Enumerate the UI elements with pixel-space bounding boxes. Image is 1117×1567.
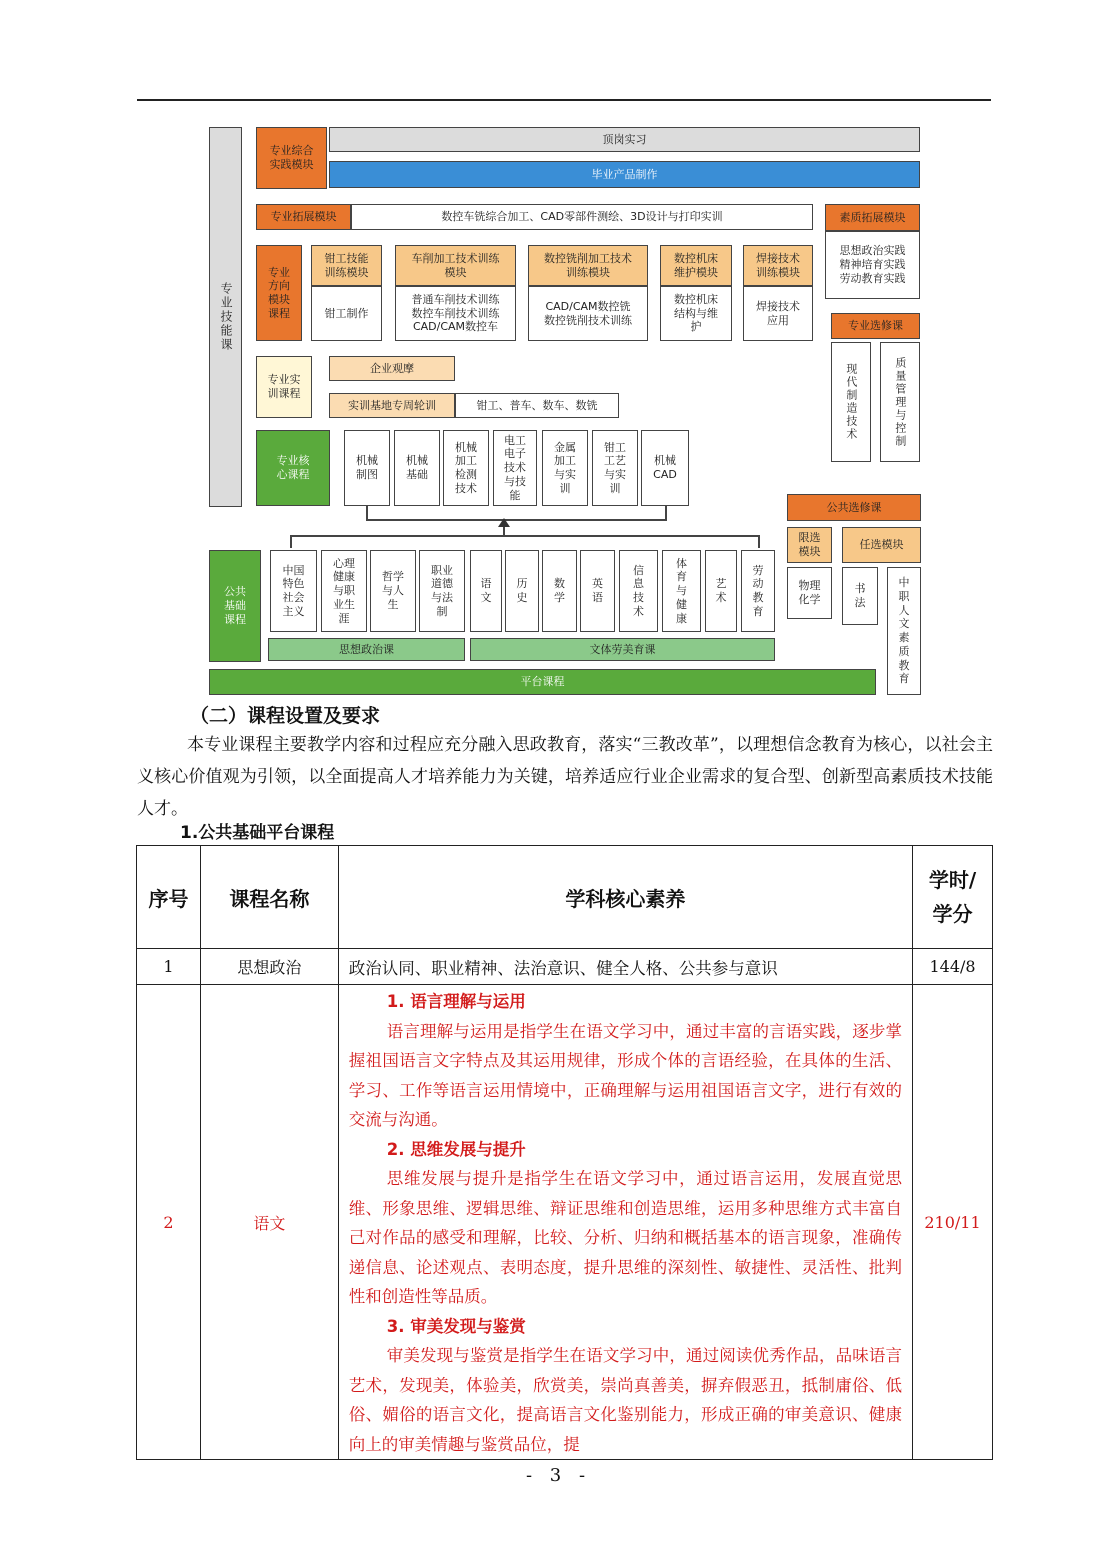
literacy-paragraph: 思维发展与提升是指学生在语文学习中，通过语言运用，发展直觉思维、形象思维、逻辑思维、辩证思维和创造思维，运用多种思维方式丰富自己对作品的感受和理解，比较、分析、归纳和概括基本的语言现象，准确传递信息、论述观点、表明态度，提升思维的深刻性、敏捷性、灵活性、批判性和创造性等品质。	[348, 1169, 903, 1306]
core-course-item: 机械 加工 检测 技术	[443, 430, 489, 506]
table-row	[137, 949, 993, 985]
header-rule	[137, 99, 991, 101]
core-course-item: 钳工 工艺 与实 训	[592, 430, 638, 506]
practice-module-label: 专业综合 实践模块	[256, 127, 327, 189]
table-header-row	[137, 846, 993, 949]
module-title: 车削加工技术训练 模块	[395, 245, 516, 286]
public-course-item: 信 息 技 术	[619, 550, 658, 632]
graduation-product-box: 毕业产品制作	[329, 161, 920, 188]
expand-module-label: 专业拓展模块	[256, 204, 351, 230]
connector-line	[366, 506, 368, 520]
connector-line	[290, 535, 292, 548]
literacy-heading: 3. 审美发现与鉴赏	[386, 1316, 526, 1336]
core-course-item: 金属 加工 与实 训	[542, 430, 588, 506]
course-literacy	[338, 985, 912, 1460]
public-course-item: 语 文	[470, 550, 502, 632]
limited-item: 物理 化学	[787, 567, 832, 619]
module-content: CAD/CAM数控铣 数控铣削技术训练	[528, 286, 648, 341]
public-course-item: 中国 特色 社会 主义	[270, 550, 317, 632]
intro-paragraph: 本专业课程主要教学内容和过程应充分融入思政教育，落实“三教改革”，以理想信念教育为核心，以社会主义核心价值观为引领，以全面提高人才培养能力为关键，培养适应行业企业需求的复合型、创新型高素质技术技能人才。	[137, 735, 993, 819]
pro-elective-item: 质量管理与控制	[880, 342, 920, 462]
public-course-item: 艺 术	[705, 550, 737, 632]
course-name: 语文	[200, 985, 338, 1460]
public-course-item: 哲学 与人 生	[370, 550, 416, 632]
header-cell: 课程名称	[200, 846, 338, 949]
public-course-item: 职业 道德 与法 制	[419, 550, 465, 632]
module-content: 钳工制作	[311, 286, 382, 341]
training-label: 专业实 训课程	[256, 356, 312, 418]
literacy-heading: 2. 思维发展与提升	[386, 1139, 526, 1159]
public-course-item: 英 语	[580, 550, 615, 632]
header-cell: 学科核心素养	[338, 846, 912, 949]
pro-elective-item: 现代制造技术	[831, 342, 871, 462]
module-content: 普通车削技术训练 数控车削技术训练 CAD/CAM数控车	[395, 286, 516, 341]
row-number: 1	[137, 949, 201, 985]
literacy-paragraph: 审美发现与鉴赏是指学生在语文学习中，通过阅读优秀作品，品味语言艺术，发现美，体验美，欣赏美，崇尚真善美，摒弃假恶丑，抵制庸俗、低俗、媚俗的语言文化，提高语言文化鉴别能力，形成正确的审美意识、健康向上的审美情趣与鉴赏品位，提	[348, 1346, 903, 1454]
public-course-item: 历 史	[505, 550, 539, 632]
subsection-title: 1.公共基础平台课程	[180, 823, 335, 843]
public-course-item: 劳 动 教 育	[741, 550, 775, 632]
module-title: 焊接技术 训练模块	[743, 245, 813, 286]
training-base-content: 钳工、普车、数车、数铣	[455, 393, 619, 418]
public-course-item: 数 学	[542, 550, 577, 632]
skill-course-bar: 专业技能课	[209, 127, 242, 507]
course-hours: 144/8	[913, 949, 993, 985]
core-course-item: 机械 制图	[344, 430, 390, 506]
header-cell: 序号	[137, 846, 201, 949]
limited-module-label: 限选 模块	[787, 527, 832, 563]
quality-module-content: 思想政治实践 精神培育实践 劳动教育实践	[825, 231, 920, 299]
public-course-item: 心理 健康 与职 业生 涯	[321, 550, 367, 632]
optional-module-label: 任选模块	[842, 527, 921, 563]
course-hours: 210/11	[913, 985, 993, 1460]
connector-line	[758, 535, 760, 548]
literacy-paragraph: 语言理解与运用是指学生在语文学习中，通过丰富的言语实践，逐步掌握祖国语言文字特点及其运用规律，形成个体的言语经验，在具体的生活、学习、工作等语言运用情境中，正确理解与运用祖国语言文字，进行有效的交流与沟通。	[348, 1021, 903, 1129]
culture-group-bar: 文体劳美育课	[470, 638, 775, 661]
arrow-up-icon	[498, 518, 510, 527]
ideology-group-bar: 思想政治课	[268, 638, 465, 661]
pro-elective-label: 专业选修课	[831, 313, 920, 339]
module-title: 数控铣削加工技术 训练模块	[528, 245, 648, 286]
internship-box: 顶岗实习	[329, 127, 920, 152]
training-base-box: 实训基地专周轮训	[329, 393, 455, 418]
platform-course-bar: 平台课程	[209, 669, 876, 695]
core-course-item: 电工 电子 技术 与技 能	[493, 430, 537, 506]
public-elective-label: 公共选修课	[787, 494, 921, 521]
expand-module-content: 数控车铣综合加工、CAD零部件测绘、3D设计与打印实训	[351, 204, 813, 230]
optional-item: 书 法	[842, 567, 878, 625]
core-course-item: 机械 基础	[394, 430, 440, 506]
literacy-heading: 1. 语言理解与运用	[386, 992, 526, 1011]
course-table	[136, 845, 993, 1460]
enterprise-visit-box: 企业观摩	[329, 356, 455, 381]
table-row	[137, 985, 993, 1460]
core-course-item: 机械 CAD	[641, 430, 689, 506]
page-number: - 3 -	[525, 1465, 592, 1486]
connector-line	[665, 506, 667, 520]
course-literacy: 政治认同、职业精神、法治意识、健全人格、公共参与意识	[338, 949, 912, 985]
module-title: 钳工技能 训练模块	[311, 245, 382, 286]
module-title: 数控机床 维护模块	[660, 245, 732, 286]
core-course-label: 专业核 心课程	[256, 430, 330, 506]
module-content: 焊接技术 应用	[743, 286, 813, 341]
public-basic-label: 公共 基础 课程	[209, 550, 261, 662]
optional-item: 中 职 人 文 素 质 教 育	[887, 567, 921, 695]
module-content: 数控机床 结构与维 护	[660, 286, 732, 341]
quality-module-label: 素质拓展模块	[825, 204, 920, 231]
course-name: 思想政治	[200, 949, 338, 985]
connector-line	[290, 535, 760, 537]
public-course-item: 体 育 与 健 康	[662, 550, 701, 632]
header-cell: 学时/ 学分	[913, 846, 993, 949]
row-number: 2	[137, 985, 201, 1460]
section-heading: （二）课程设置及要求	[190, 705, 381, 727]
connector-line	[366, 519, 667, 521]
direction-module-label: 专业 方向 模块 课程	[256, 245, 302, 341]
